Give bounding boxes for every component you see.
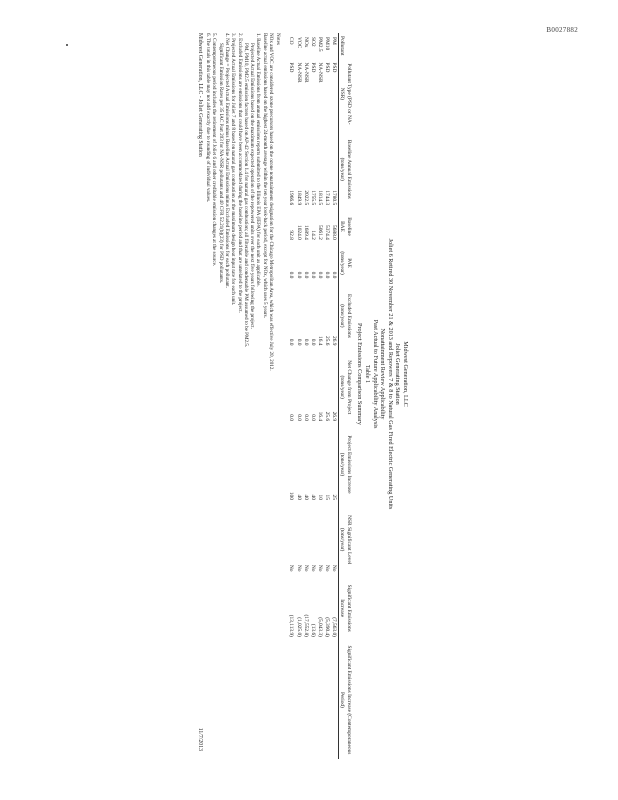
cell: (1,025.0) (295, 617, 302, 637)
review-type: Nonattainment Review Applicability (379, 328, 387, 420)
project-description: Joliet 6 Retired 30 November 21 & 2013 and Repowers 7 & 8 to Natural Gas Fired Electric Generating Units (386, 238, 394, 510)
bates-number: B0027882 (546, 26, 578, 34)
cell: 1744.3 (323, 190, 330, 206)
note-line: 2. Excluded Emissions are emissions that could have been accommodated during the baseline period and that are unrelated to the project. (236, 33, 243, 313)
cell: 1780.5 (331, 190, 338, 206)
station-name: Joliet Generating Station (394, 343, 402, 405)
cell: No (309, 564, 316, 572)
col-header: Pollutant (339, 33, 352, 58)
cell: 1024.0 (295, 225, 302, 240)
col-header: PAE (tons/year) (339, 244, 352, 283)
cell: NOx (302, 37, 309, 48)
table-number: Table 1 (364, 364, 372, 384)
cell: 1755.5 (309, 190, 316, 206)
cell: (17,552.8) (302, 614, 309, 637)
note-line: 3. Projected Actual Emissions for Joliet 7 and 8 based on natural gas combustion at the maximum design heat input rate for each unit. (230, 33, 237, 306)
cell: 92.8 (288, 230, 295, 240)
cell: 0.0 (288, 414, 295, 422)
cell (294, 641, 301, 759)
cell: PSD (323, 62, 330, 73)
table-title: Project Emissions Comparison Summary (356, 323, 364, 425)
cell: No (323, 564, 330, 572)
cell: PSD (309, 62, 316, 73)
note-line: Projected Actual Emissions based on the maximum expected operation of the repowered units over the next five years following the project. (249, 43, 256, 329)
cell: 1849.9 (295, 190, 302, 206)
cell: CO (288, 37, 295, 45)
cell: VOC (295, 37, 302, 49)
col-header: Significant Emissions Increase (339, 575, 352, 641)
cell: (5,390.4) (323, 617, 330, 637)
cell: 0.0 (323, 271, 330, 279)
cell: No (288, 564, 295, 572)
cell: 25.6 (323, 336, 330, 346)
cell: 25 (331, 494, 338, 500)
col-header: Significant Emissions Increase (Contemporaneous Period) (339, 641, 352, 759)
table-row (316, 33, 323, 759)
cell: 10 (316, 494, 323, 500)
notes-heading: Notes (275, 33, 282, 45)
cell: NA-NSR (316, 62, 323, 83)
cell: 16.4 (316, 411, 323, 422)
cell: 0.0 (295, 338, 302, 346)
cell: 16.4 (316, 336, 323, 346)
cell (309, 641, 316, 759)
cell: 14.2 (309, 230, 316, 240)
cell: (5,043.3) (316, 617, 323, 637)
cell: (13.6) (309, 623, 316, 637)
cell: 26.9 (331, 336, 338, 346)
emissions-table (287, 33, 351, 759)
table-row (294, 33, 301, 759)
note-line: 4. Net Change = Projected Actual Emissions minus Baseline Actual Emissions minus Excluded Emissions for each pollutant. (224, 33, 230, 288)
company-name: Midwest Generation, LLC (402, 341, 409, 407)
cell: 0.0 (309, 271, 316, 279)
cell: 5061.2 (316, 225, 323, 240)
col-header: Baseline BAE (339, 209, 352, 244)
cell: 40 (302, 494, 309, 500)
col-header: Pollutant Type (PSD or NA-NSR) (339, 58, 352, 129)
analysis-type: Past Actual to Future Applicability Analysis (371, 319, 379, 429)
table-row (330, 33, 339, 759)
cell: NA-NSR (302, 62, 309, 83)
cell: 1689.4 (302, 225, 309, 240)
cell: 26.9 (331, 411, 338, 422)
note-line: 5. Contemporaneous period includes the retirement of Joliet 6 and other creditable emission changes at the source. (211, 33, 218, 267)
col-header: NSR Significant Level (tons/year) (339, 504, 352, 576)
cell: No (295, 564, 302, 572)
table-row (287, 33, 294, 759)
cell: 100 (288, 491, 295, 500)
cell: 0.0 (302, 414, 309, 422)
cell: 25.6 (323, 411, 330, 422)
cell: 0.0 (302, 271, 309, 279)
col-header: Excluded Emissions (tons/year) (339, 282, 352, 349)
note-line: Baseline actual emissions based on the highest 24-month average within the ten year look-back period, except for NOx, which uses 5 years. (261, 33, 268, 318)
cell (302, 641, 309, 759)
cell: 40 (309, 494, 316, 500)
cell: 5688.0 (331, 225, 338, 240)
cell: NA-NSR (295, 62, 302, 83)
cell: (7,563.0) (331, 617, 338, 637)
cell: No (302, 564, 309, 572)
cell: 0.0 (302, 338, 309, 346)
cell (287, 641, 294, 759)
cell: PM10 (323, 37, 330, 51)
cell: 0.0 (295, 271, 302, 279)
cell: PM (331, 37, 338, 45)
note-line: PM, PM10, PM2.5 emission factors based on AP-42 Section 1.4 for natural gas combustion; all filterable and condensable PM assumed to be PM2.5. (242, 43, 249, 348)
table-notes (205, 33, 282, 723)
cell: 1814.5 (316, 190, 323, 206)
cell: PSD (331, 62, 338, 73)
cell (330, 641, 339, 759)
cell: 0.0 (288, 338, 295, 346)
cell: 0.0 (295, 414, 302, 422)
cell: (13,113.9) (288, 614, 295, 637)
note-line: NOx and VOC are considered ozone precursors based on the ozone nonattainment designation for the Chicago Metropolitan Area, which was effective July 20, 2012. (268, 33, 275, 371)
scan-speck (66, 44, 68, 46)
cell: 0.0 (309, 338, 316, 346)
note-line: 1. Baseline Actual Emissions from annual emissions reports submitted to the Illinois EPA (IEPA) for each unit as applicable. (255, 33, 262, 287)
col-header: Net Change from Project (tons/year) (339, 349, 352, 425)
footer-company: Midwest Generation, LLC - Joliet Generating Station (197, 33, 203, 157)
note-line: 6. The totals in this table may not add exactly due to rounding of individual values. (205, 33, 212, 203)
cell: 0.0 (316, 271, 323, 279)
table-row (323, 33, 330, 759)
cell: No (316, 564, 323, 572)
cell: 15 (323, 494, 330, 500)
cell: PM2.5 (316, 37, 323, 52)
cell: 1966.6 (288, 190, 295, 206)
cell: 40 (295, 494, 302, 500)
table-row (309, 33, 316, 759)
cell (323, 641, 330, 759)
cell: No (331, 564, 338, 572)
footer-date: 11/7/2013 (197, 727, 203, 751)
document-header (356, 0, 409, 759)
cell: 0.0 (331, 271, 338, 279)
table-header-row (339, 33, 352, 759)
cell: 0.0 (309, 414, 316, 422)
col-header: Baseline Annual Emissions (tons/year) (339, 129, 352, 209)
cell: SO2 (309, 37, 316, 47)
cell: 2022.5 (302, 190, 309, 206)
table-row (302, 33, 309, 759)
cell: 5374.4 (323, 225, 330, 240)
col-header: Project Emissions Increase (tons/year) (339, 425, 352, 504)
note-line: Significant Emission Rates per 35 IAC Part 203 for NA-NSR pollutants and 40 CFR 52.21(b)(23) for PSD pollutants. (217, 43, 224, 284)
rotated-page-content (197, 0, 409, 759)
cell (316, 641, 323, 759)
cell: PSD (288, 62, 295, 73)
cell: 0.0 (288, 271, 295, 279)
